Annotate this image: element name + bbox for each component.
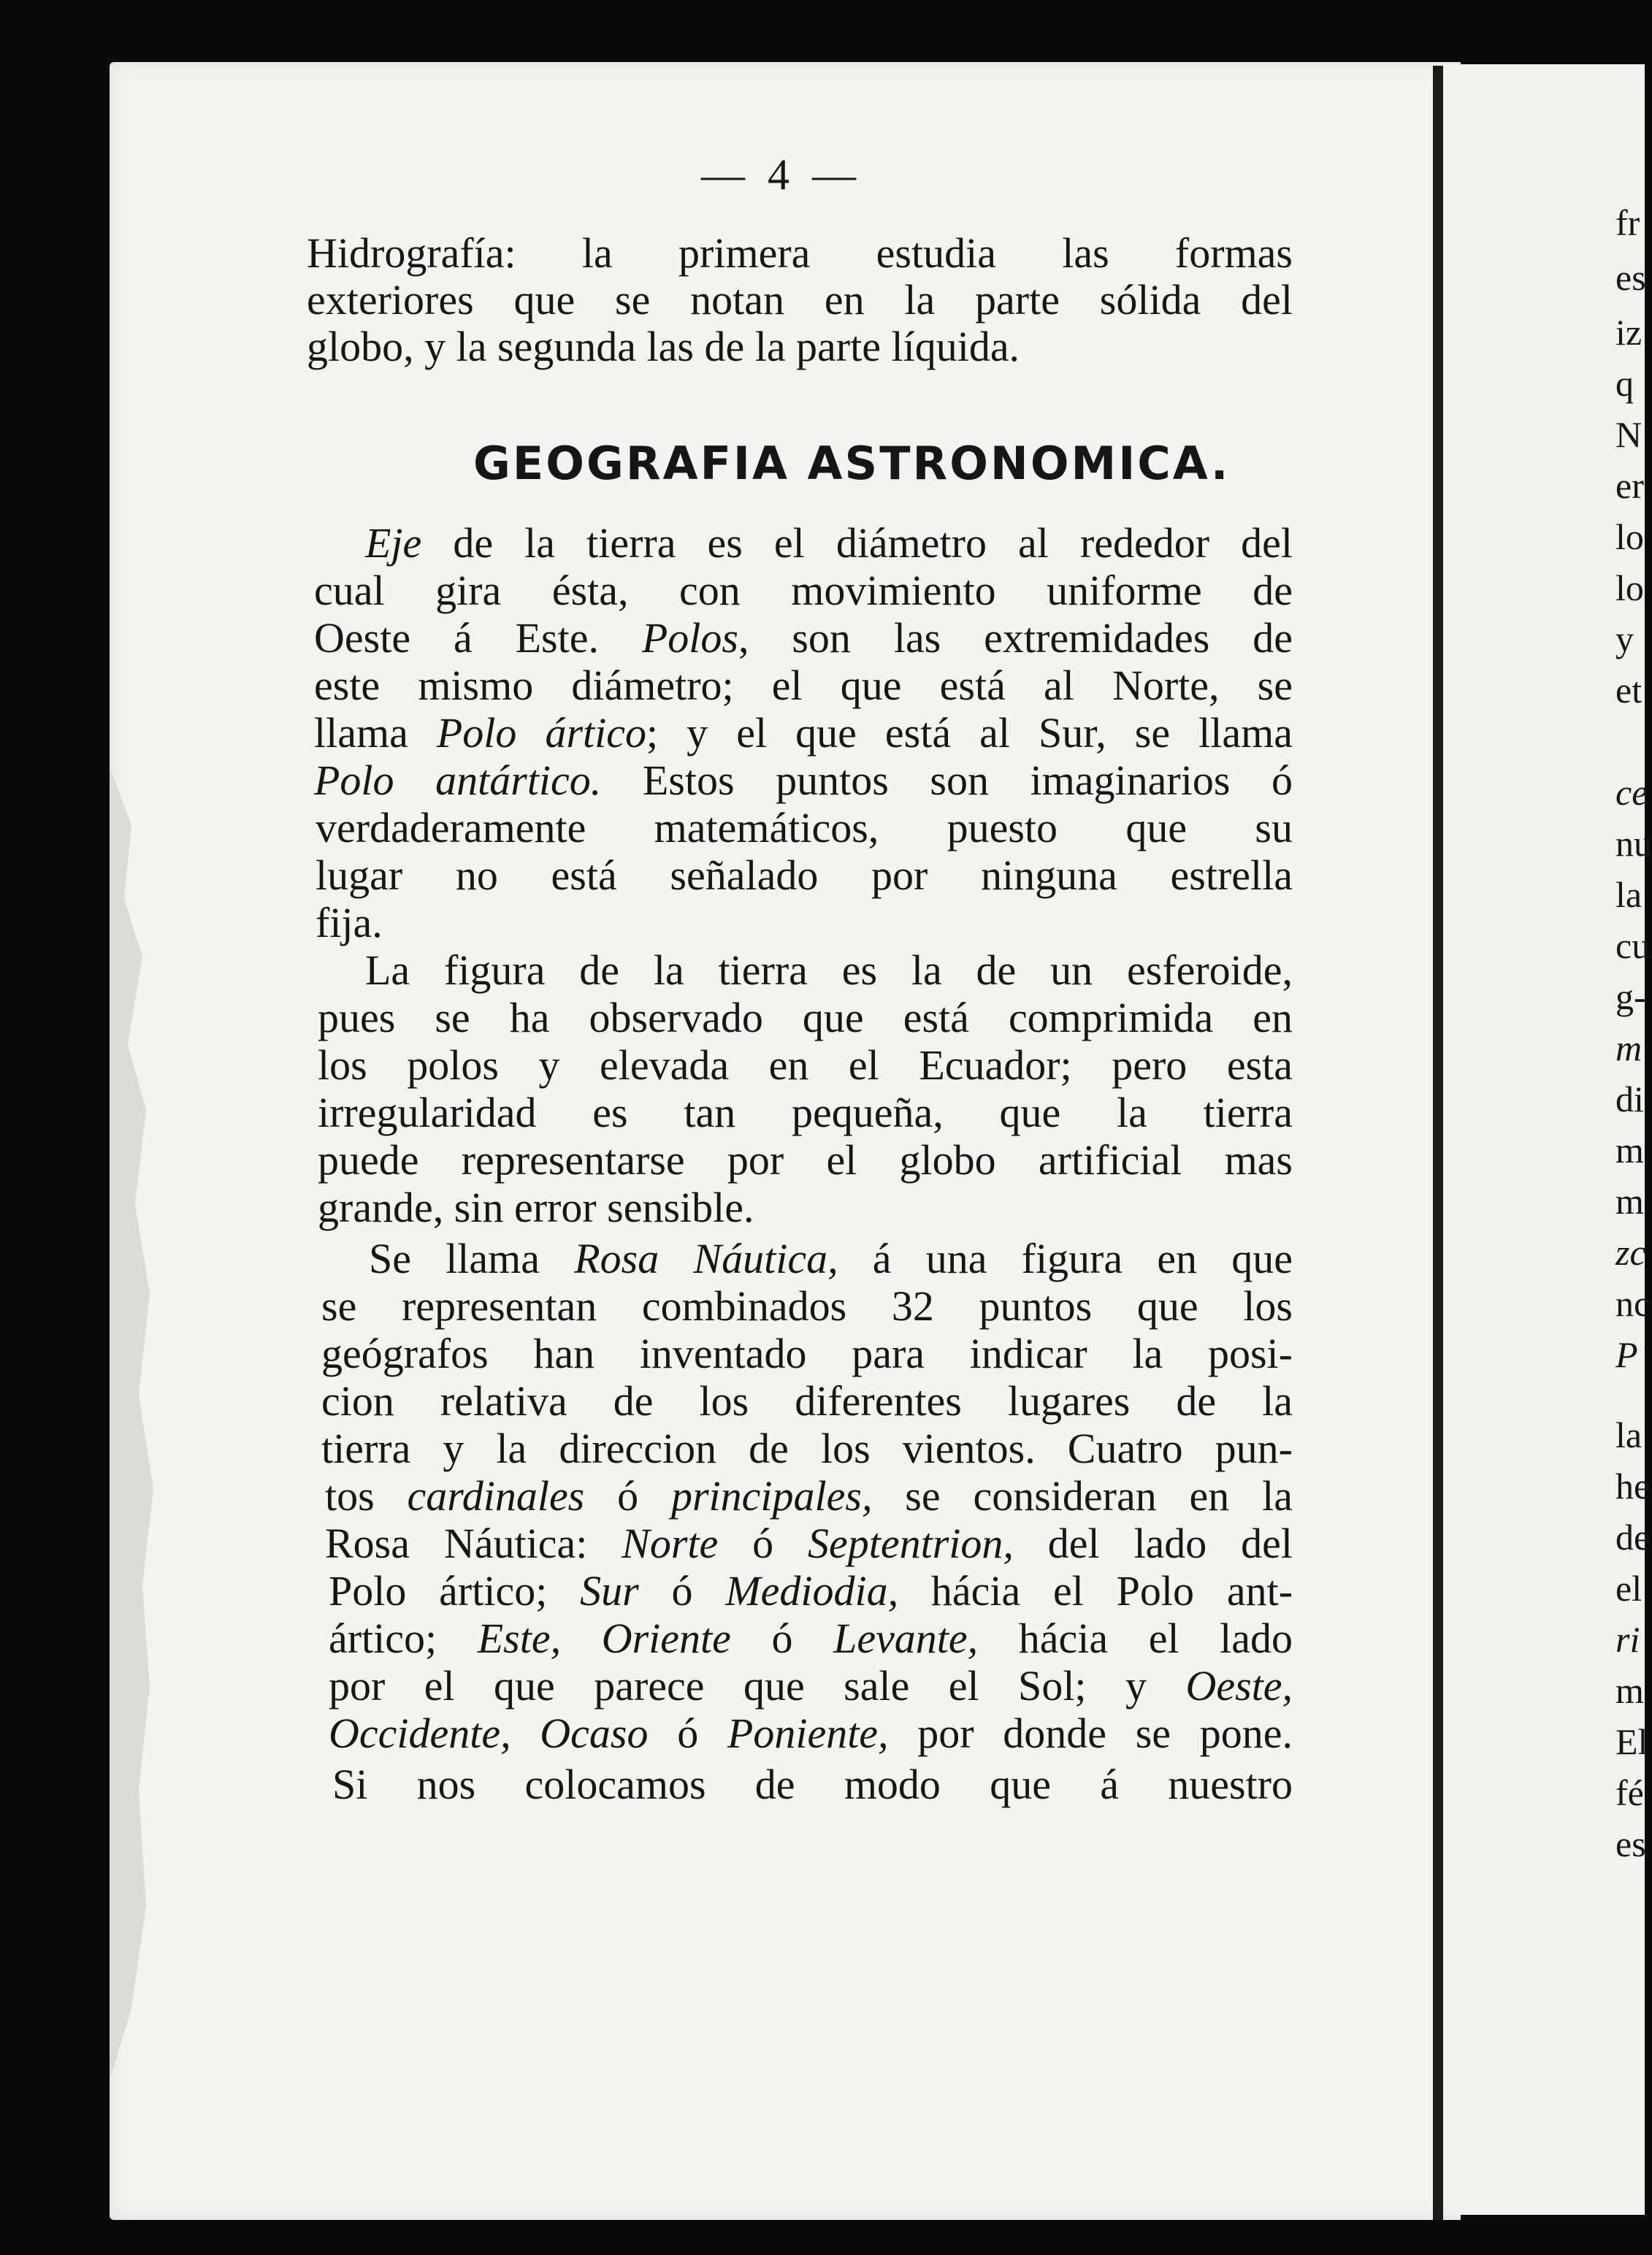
right-page-fragment: lo: [1615, 516, 1644, 557]
text-run: verdaderamente matemáticos, puesto que su: [316, 804, 1293, 851]
text-run: Oeste á Este.: [314, 614, 642, 662]
text-run: ó: [718, 1520, 808, 1567]
text-line: [316, 851, 1293, 899]
text-run: grande, sin error sensible.: [318, 1184, 754, 1231]
text-run: Se llama: [369, 1235, 575, 1282]
italic-term: Polo antártico.: [314, 757, 602, 804]
italic-term: Septentrion,: [807, 1520, 1014, 1567]
right-page-fragment: lo: [1615, 567, 1644, 608]
text-run: tierra y la direccion de los vientos. Cuatro pun-: [321, 1425, 1293, 1472]
right-page-fragment: q: [1615, 363, 1634, 404]
text-run: los polos y elevada en el Ecuador; pero esta: [318, 1041, 1293, 1089]
right-page-fragment: la: [1615, 1414, 1643, 1455]
text-run: por el que parece que sale el Sol; y: [329, 1662, 1186, 1710]
text-line: [318, 1136, 1293, 1184]
italic-term: Este, Oriente: [477, 1615, 731, 1662]
text-run: La figura de la tierra es la de un esferoide,: [365, 946, 1293, 994]
text-run: pues se ha observado que está comprimida en: [318, 994, 1293, 1041]
italic-term: Mediodia,: [725, 1567, 899, 1615]
right-page-fragment: et: [1615, 670, 1643, 711]
italic-term: Rosa Náutica,: [574, 1235, 838, 1282]
text-run: ó: [584, 1472, 671, 1520]
right-page-fragment: nu: [1615, 823, 1652, 864]
right-page: [1443, 64, 1652, 2215]
text-line: [365, 519, 1293, 567]
text-run: Rosa Náutica:: [325, 1520, 622, 1567]
italic-term: Oeste,: [1185, 1662, 1293, 1710]
text-run: exteriores que se notan en la parte sólida del: [307, 276, 1293, 323]
text-run: cual gira ésta, con movimiento uniforme de: [314, 567, 1293, 614]
text-run: ártico;: [329, 1615, 478, 1662]
right-page-fragment: el: [1615, 1568, 1643, 1609]
text-line: [321, 1282, 1293, 1330]
text-line: [329, 1662, 1293, 1710]
text-line: [314, 709, 1293, 757]
right-page-fragment: di: [1615, 1079, 1644, 1119]
text-line: [318, 1041, 1293, 1089]
text-run: irregularidad es tan pequeña, que la tierra: [318, 1089, 1293, 1136]
text-line: [329, 1617, 1293, 1660]
text-line: [332, 1761, 1293, 1808]
italic-term: Polo ártico: [436, 709, 647, 757]
text-line: [307, 229, 1293, 277]
text-line: [321, 1330, 1293, 1377]
right-page-fragment: cu: [1615, 925, 1651, 966]
text-line: [316, 804, 1293, 851]
right-page-fragment: er: [1615, 465, 1644, 506]
text-line: [321, 1425, 1293, 1472]
text-run: geógrafos han inventado para indicar la posi-: [321, 1330, 1293, 1377]
italic-term: Poniente,: [727, 1710, 889, 1757]
right-page-fragment: ce: [1615, 772, 1648, 813]
text-run: del lado del: [1013, 1520, 1293, 1567]
text-run: ó: [730, 1615, 834, 1662]
torn-page-edge: [110, 767, 168, 2081]
italic-term: Levante,: [833, 1615, 979, 1662]
right-page-fragment: m: [1615, 1027, 1643, 1068]
text-line: [314, 567, 1293, 614]
text-line: [318, 994, 1293, 1041]
text-line: [314, 662, 1293, 709]
text-run: hácia el lado: [978, 1615, 1293, 1662]
text-line: [325, 1472, 1293, 1520]
text-line: [321, 1377, 1293, 1425]
right-page-fragment: P: [1615, 1334, 1638, 1375]
right-page-fragment: es: [1615, 1823, 1646, 1864]
book-gutter: [1433, 66, 1443, 2220]
text-run: por donde se pone.: [888, 1710, 1293, 1757]
text-run: tos: [325, 1472, 408, 1520]
text-run: ó: [638, 1567, 726, 1615]
text-line: [314, 759, 1293, 802]
text-run: ; y el que está al Sur, se llama: [646, 709, 1293, 757]
italic-term: Eje: [365, 519, 422, 567]
right-page-fragment: ri: [1615, 1619, 1640, 1660]
right-page-fragment: m: [1615, 1181, 1644, 1222]
text-run: de la tierra es el diámetro al rededor del: [421, 519, 1293, 567]
page-number: — 4 —: [701, 150, 862, 199]
text-run: Polo ártico;: [329, 1567, 581, 1615]
italic-term: Sur: [580, 1567, 639, 1615]
right-page-fragment: y: [1615, 619, 1634, 659]
text-run: Si nos colocamos de modo que á nuestro: [332, 1761, 1293, 1808]
text-line: [314, 614, 1293, 662]
text-run: fija.: [316, 899, 383, 946]
section-heading: GEOGRAFIA ASTRONOMICA.: [473, 437, 1231, 490]
text-line: [307, 276, 1293, 323]
right-page-fragment: El: [1615, 1721, 1648, 1762]
right-page-fragment: nc: [1615, 1283, 1651, 1324]
text-run: llama: [314, 709, 437, 757]
text-line: [318, 1184, 754, 1231]
text-run: puede representarse por el globo artificial mas: [318, 1136, 1293, 1184]
text-run: se representan combinados 32 puntos que los: [321, 1282, 1293, 1330]
text-run: Hidrografía: la primera estudia las formas: [307, 229, 1293, 277]
italic-term: Occidente, Ocaso: [329, 1710, 649, 1757]
right-page-fragment: he: [1615, 1466, 1651, 1506]
text-line: [307, 323, 1020, 370]
italic-term: Norte: [622, 1520, 719, 1567]
text-run: Estos puntos son imaginarios ó: [601, 757, 1293, 804]
text-run: lugar no está señalado por ninguna estrella: [316, 851, 1293, 899]
text-line: [329, 1567, 1293, 1615]
right-page-fragment: de: [1615, 1517, 1651, 1558]
text-line: [329, 1712, 1293, 1755]
text-line: [369, 1235, 1293, 1282]
text-line: [316, 899, 383, 946]
text-run: este mismo diámetro; el que está al Norte, se: [314, 662, 1293, 709]
text-run: , son las extremidades de: [738, 614, 1293, 662]
right-page-fragment: la: [1615, 874, 1643, 915]
italic-term: cardinales: [407, 1472, 585, 1520]
text-run: ó: [648, 1710, 727, 1757]
right-page-fragment: zc: [1615, 1232, 1646, 1273]
text-run: á una figura en que: [838, 1235, 1293, 1282]
italic-term: Polos: [641, 614, 738, 662]
right-page-fragment: m: [1615, 1130, 1644, 1171]
right-page-fragment: fé: [1615, 1772, 1644, 1813]
text-run: cion relativa de los diferentes lugares de la: [321, 1377, 1293, 1425]
right-page-fragment: iz: [1615, 312, 1643, 353]
italic-term: principales,: [670, 1472, 873, 1520]
right-page-fragment: fr: [1615, 202, 1640, 243]
text-run: globo, y la segunda las de la parte líquida.: [307, 323, 1020, 370]
text-line: [325, 1520, 1293, 1567]
right-page-fragment: N: [1615, 414, 1643, 455]
right-page-fragment: es: [1615, 257, 1646, 298]
text-run: hácia el Polo ant-: [898, 1567, 1293, 1615]
right-page-fragment: m: [1615, 1670, 1644, 1711]
text-run: se consideran en la: [872, 1472, 1293, 1520]
text-line: [318, 1089, 1293, 1136]
text-line: [365, 946, 1293, 994]
right-page-fragment: g-: [1615, 976, 1646, 1017]
